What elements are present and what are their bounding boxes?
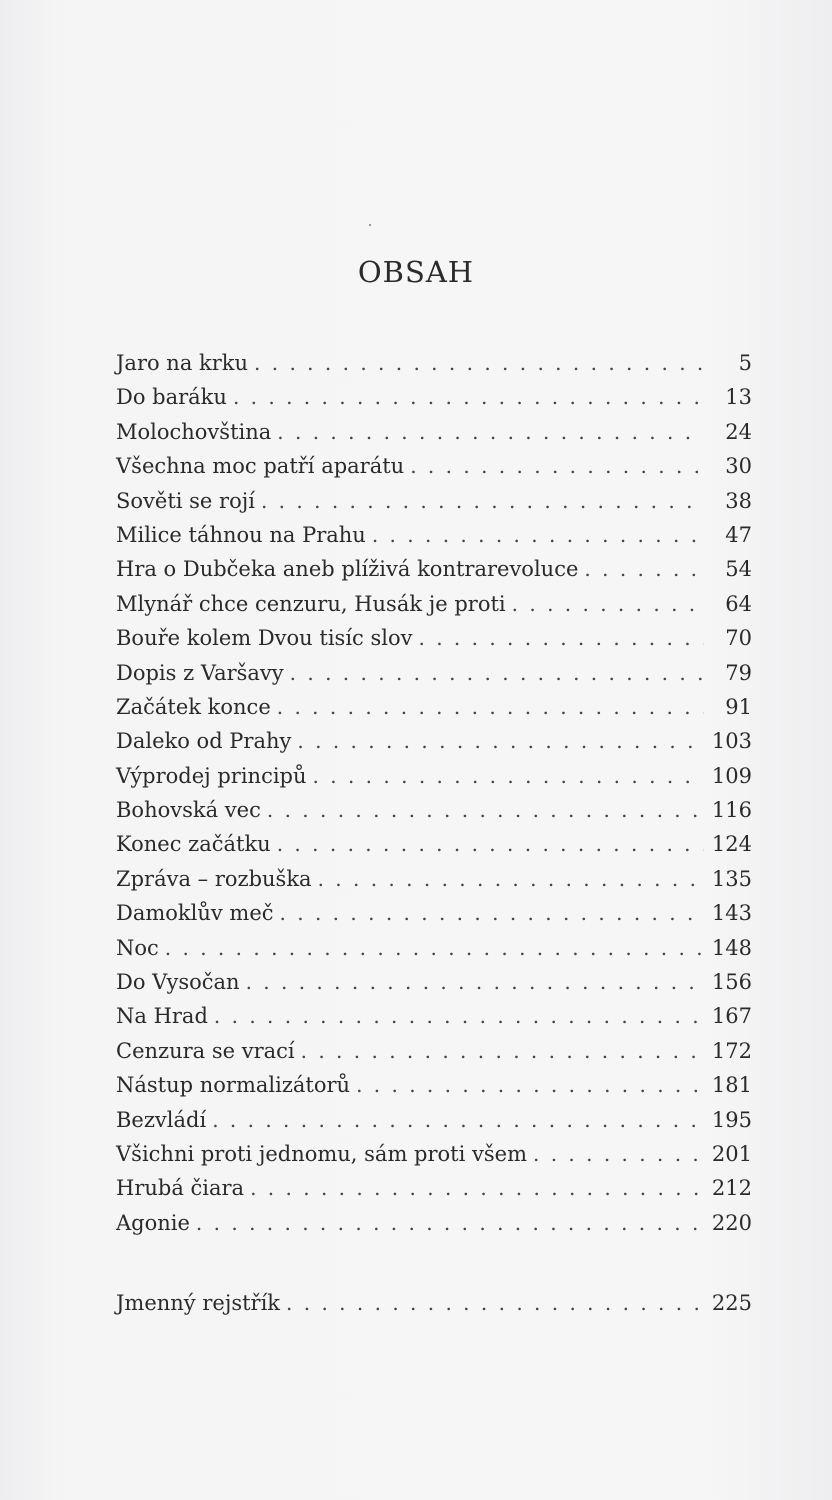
toc-entry (116, 965, 752, 999)
toc-entry-title: Na Hrad (116, 1004, 208, 1029)
toc-entry-title: Bezvládí (116, 1107, 207, 1132)
dot-leader (233, 380, 704, 414)
toc-entry (116, 621, 752, 655)
toc-entry (116, 690, 752, 724)
toc-entry (116, 1068, 752, 1102)
toc-entry-title: Daleko od Prahy (116, 729, 292, 754)
toc-entry-title: Noc (116, 935, 159, 960)
toc-entry-page: 167 (711, 1004, 752, 1029)
toc-entry-page: 38 (725, 488, 752, 513)
toc-entry-page: 156 (711, 970, 752, 995)
toc-entry-title: Výprodej principů (116, 763, 307, 788)
toc-entry-page: 24 (725, 419, 752, 444)
dot-leader (356, 1068, 704, 1102)
toc-entry-page: 64 (725, 591, 752, 616)
toc-entry (116, 656, 752, 690)
toc-entry (116, 862, 752, 896)
toc-entry-title: Hrubá čiara (116, 1176, 245, 1201)
dot-leader (277, 415, 704, 449)
toc-entry (116, 415, 752, 449)
toc-entry-page: 143 (711, 901, 752, 926)
dot-leader (512, 587, 704, 621)
toc-entry (116, 1206, 752, 1240)
dot-leader (254, 346, 704, 380)
dot-leader (277, 827, 704, 861)
toc-entry-title: Všichni proti jednomu, sám proti všem (116, 1141, 527, 1166)
toc-entry-page: 91 (725, 694, 752, 719)
toc-entry-index (116, 1286, 752, 1320)
toc-entry (116, 380, 752, 414)
toc-entry-title: Do Vysočan (116, 970, 240, 995)
toc-entry (116, 759, 752, 793)
toc-entry-page: 70 (725, 626, 752, 651)
toc-entry (116, 1171, 752, 1205)
dot-leader (584, 552, 704, 586)
toc-entry-page: 124 (711, 832, 752, 857)
toc-entry-page: 181 (711, 1073, 752, 1098)
toc-entry (116, 552, 752, 586)
toc-entry-title: Agonie (116, 1210, 190, 1235)
toc-entry-page: 109 (711, 763, 752, 788)
dot-leader (214, 999, 704, 1033)
toc-entry-title: Zpráva – rozbuška (116, 866, 312, 891)
dot-leader (410, 449, 704, 483)
dot-leader (267, 793, 704, 827)
toc-entry (116, 449, 752, 483)
toc-entry (116, 587, 752, 621)
toc-entry-page: 172 (711, 1038, 752, 1063)
toc-entry (116, 1137, 752, 1171)
dot-leader (212, 1103, 704, 1137)
dot-leader (286, 1286, 704, 1320)
toc-entry-page: 5 (738, 351, 752, 375)
dot-leader (418, 621, 704, 655)
toc-entry-title: Nástup normalizátorů (116, 1073, 351, 1098)
toc-entry-title: Bouře kolem Dvou tisíc slov (116, 626, 413, 651)
toc-entry (116, 484, 752, 518)
toc-entry-title: Jaro na krku (116, 351, 249, 375)
dot-leader (250, 1171, 704, 1205)
toc-entry-title: Hra o Dubčeka aneb plíživá kontrarevoluce (116, 557, 579, 582)
dot-leader (318, 862, 704, 896)
print-speck (369, 224, 371, 226)
toc-entry (116, 346, 752, 380)
dot-leader (533, 1137, 704, 1171)
toc-entry-title: Jmenný rejstřík (116, 1291, 281, 1315)
toc-entry-title: Milice táhnou na Prahu (116, 522, 366, 547)
toc-entry-page: 47 (725, 522, 752, 547)
toc-entry-title: Molochovština (116, 419, 272, 444)
toc-entry-page: 103 (711, 729, 752, 754)
dot-leader (297, 724, 704, 758)
toc-entry-page: 13 (725, 385, 752, 410)
toc-entry-title: Do baráku (116, 385, 227, 410)
dot-leader (261, 484, 704, 518)
toc-entry (116, 724, 752, 758)
toc-entry-page: 195 (711, 1107, 752, 1132)
toc-entry-title: Konec začátku (116, 832, 271, 857)
toc-entry-title: Mlynář chce cenzuru, Husák je proti (116, 591, 506, 616)
toc-entry-title: Začátek konce (116, 694, 271, 719)
table-of-contents (116, 346, 752, 1240)
toc-entry-title: Damoklův meč (116, 901, 274, 926)
dot-leader (301, 1034, 704, 1068)
toc-entry-page: 116 (711, 798, 752, 823)
toc-entry (116, 896, 752, 930)
toc-entry-title: Sověti se rojí (116, 488, 255, 513)
toc-entry-title: Bohovská vec (116, 798, 261, 823)
toc-entry (116, 1103, 752, 1137)
toc-entry-page: 220 (711, 1210, 752, 1235)
dot-leader (280, 896, 704, 930)
toc-entry-page: 79 (725, 660, 752, 685)
toc-entry-title: Dopis z Varšavy (116, 660, 284, 685)
toc-entry-page: 54 (725, 557, 752, 582)
dot-leader (372, 518, 704, 552)
dot-leader (313, 759, 704, 793)
toc-entry (116, 793, 752, 827)
dot-leader (290, 656, 704, 690)
toc-entry (116, 999, 752, 1033)
dot-leader (246, 965, 704, 999)
toc-entry (116, 931, 752, 965)
toc-entry-page: 135 (711, 866, 752, 891)
toc-entry (116, 827, 752, 861)
dot-leader (196, 1206, 704, 1240)
toc-entry-page: 30 (725, 454, 752, 479)
toc-entry-page: 225 (711, 1291, 752, 1315)
toc-entry (116, 1034, 752, 1068)
toc-entry (116, 518, 752, 552)
toc-entry-page: 212 (711, 1176, 752, 1201)
dot-leader (165, 931, 704, 965)
toc-entry-title: Cenzura se vrací (116, 1038, 295, 1063)
toc-entry-title: Všechna moc patří aparátu (116, 454, 405, 479)
toc-entry-page: 201 (711, 1141, 752, 1166)
toc-entry-page: 148 (711, 935, 752, 960)
dot-leader (277, 690, 704, 724)
page-title: OBSAH (357, 255, 475, 290)
